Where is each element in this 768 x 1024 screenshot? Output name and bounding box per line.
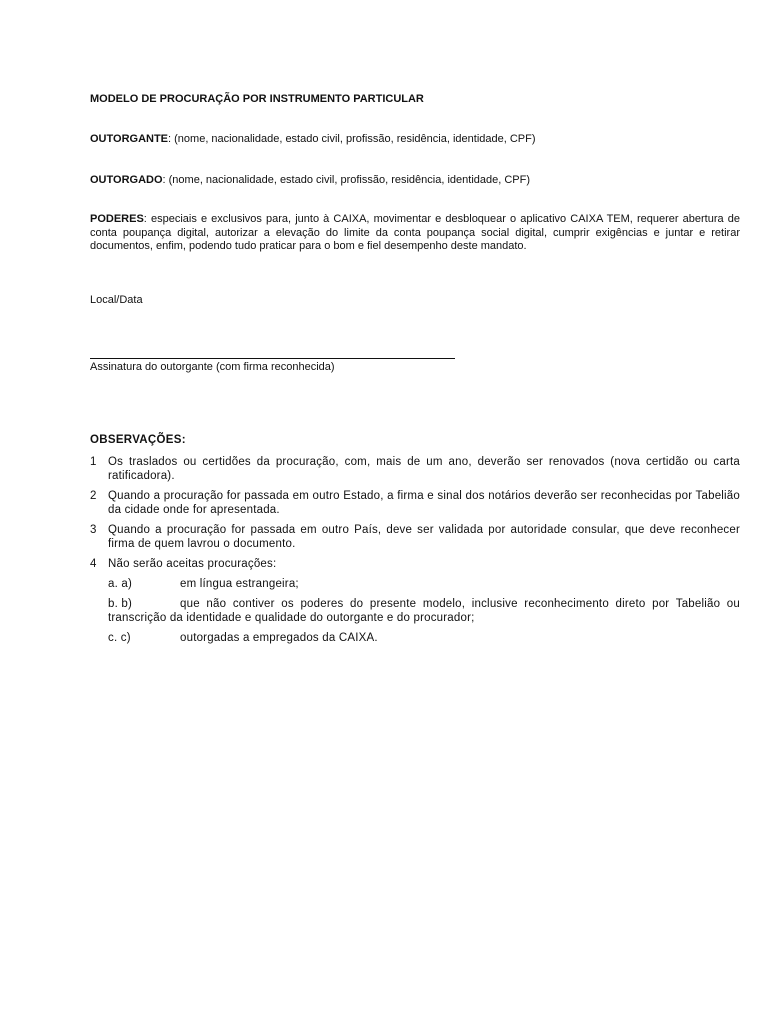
- local-data: Local/Data: [90, 294, 143, 306]
- sub-item-text: em língua estrangeira;: [180, 578, 299, 590]
- list-item: [90, 557, 740, 571]
- signature-line: [90, 358, 455, 359]
- observacoes-heading: OBSERVAÇÕES:: [90, 434, 186, 446]
- list-item-text: Os traslados ou certidões da procuração, com, mais de um ano, deverão ser renovados (nova certidão ou carta ratificadora).: [108, 456, 740, 482]
- list-item: [90, 523, 740, 551]
- outorgado-text: : (nome, nacionalidade, estado civil, profissão, residência, identidade, CPF): [162, 174, 531, 186]
- document-title: MODELO DE PROCURAÇÃO POR INSTRUMENTO PARTICULAR: [90, 93, 424, 105]
- list-item: [90, 489, 740, 517]
- sub-item: [90, 597, 740, 625]
- outorgado-label: OUTORGADO: [90, 174, 163, 186]
- list-item-text: Quando a procuração for passada em outro Estado, a firma e sinal dos notários deverão ser reconhecidas por Tabelião da cidade onde for apresentada.: [108, 490, 740, 516]
- outorgante-text: : (nome, nacionalidade, estado civil, profissão, residência, identidade, CPF): [168, 133, 536, 145]
- list-item-number: 2: [90, 490, 97, 502]
- observacoes-list: [90, 455, 740, 651]
- poderes-paragraph: [90, 213, 740, 254]
- list-item-number: 4: [90, 558, 97, 570]
- poderes-label: PODERES: [90, 213, 144, 225]
- outorgante-label: OUTORGANTE: [90, 133, 169, 145]
- sub-item-tag: c. c): [108, 632, 131, 644]
- sub-item-text: outorgadas a empregados da CAIXA.: [180, 632, 378, 644]
- sub-item-text: que não contiver os poderes do presente modelo, inclusive reconhecimento direto por Tabelião ou transcrição da identidade e qualidade do outorgante e do procurador;: [108, 598, 740, 624]
- signature-caption: Assinatura do outorgante (com firma reconhecida): [90, 361, 335, 373]
- outorgado-paragraph: [90, 174, 740, 188]
- sub-item-tag: a. a): [108, 578, 133, 590]
- poderes-text: : especiais e exclusivos para, junto à CAIXA, movimentar e desbloquear o aplicativo CAIXA TEM, requerer abertura de conta poupança digital, autorizar a elevação do limite da conta poupança social digital, cumprir exigências e juntar e retirar documentos, enfim, podendo tudo praticar para o bom e fiel desempenho deste mandato.: [90, 213, 740, 252]
- outorgante-paragraph: [90, 133, 740, 147]
- sub-item: [90, 577, 740, 591]
- list-item-number: 3: [90, 524, 97, 536]
- list-item: [90, 455, 740, 483]
- sub-item: [90, 631, 740, 645]
- list-item-number: 1: [90, 456, 97, 468]
- sub-item-tag: b. b): [108, 598, 133, 610]
- list-item-text: Não serão aceitas procurações:: [108, 558, 277, 570]
- list-item-text: Quando a procuração for passada em outro País, deve ser validada por autoridade consular, que deve reconhecer firma de quem lavrou o documento.: [108, 524, 740, 550]
